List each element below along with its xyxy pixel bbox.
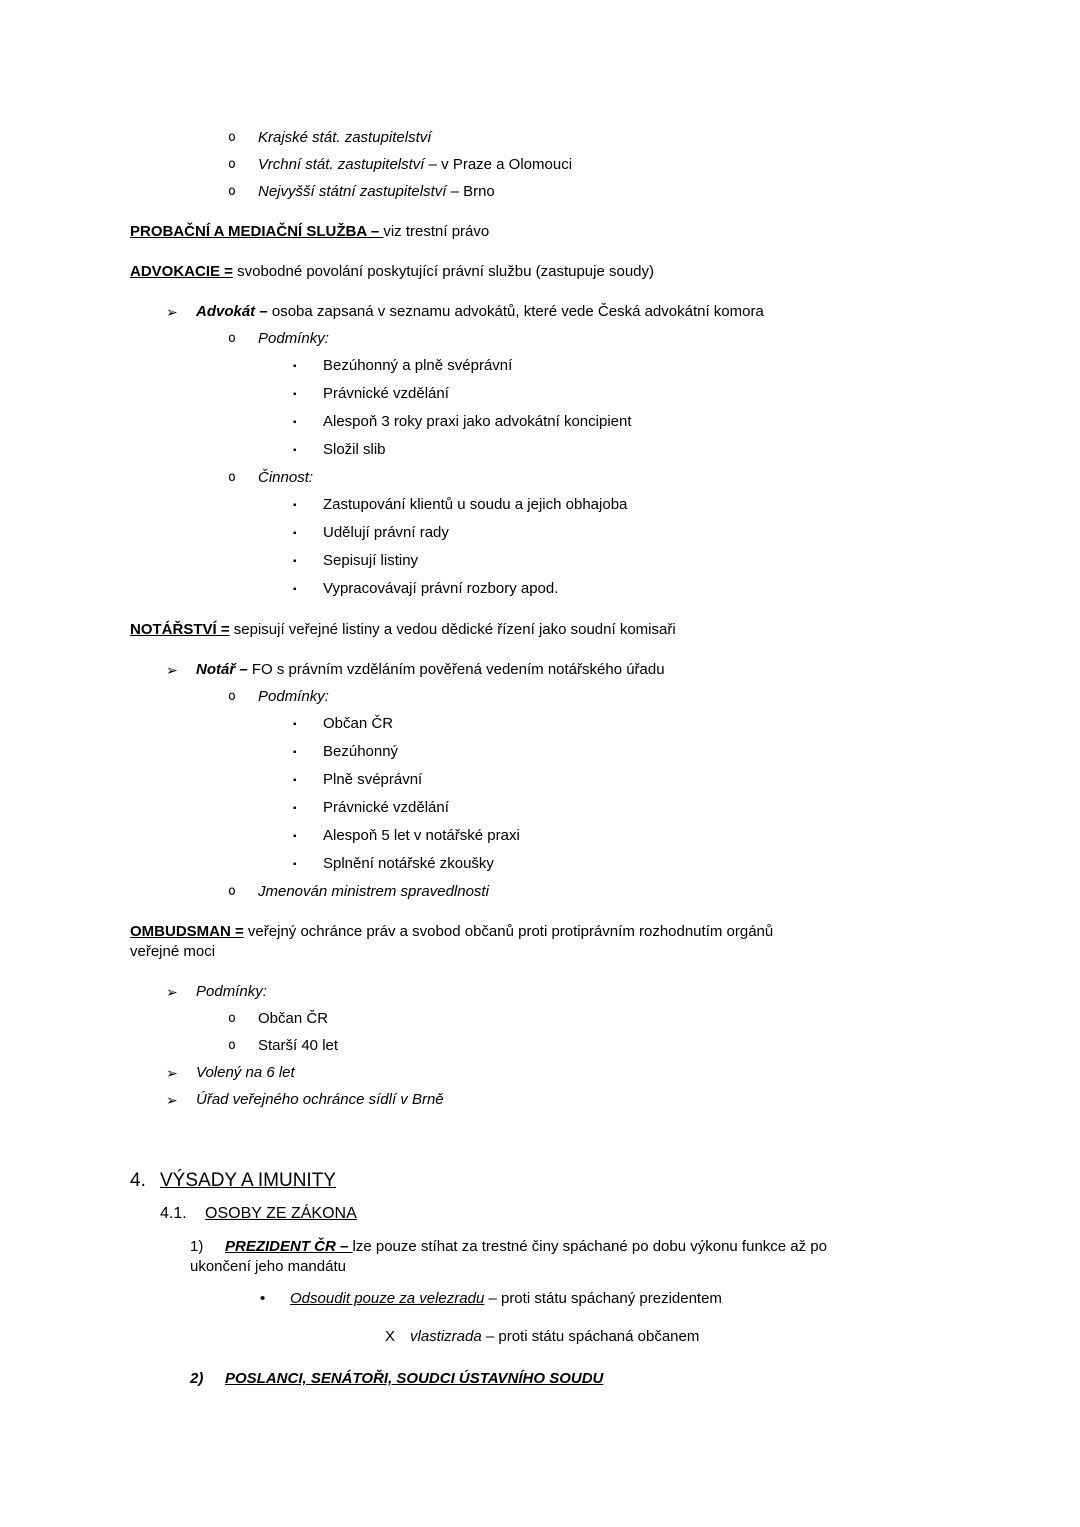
list-item <box>130 579 950 600</box>
list-marker: 2) <box>190 1370 204 1387</box>
text-run: veřejný ochránce práv a svobod občanů proti protiprávním rozhodnutím orgánů <box>243 923 774 940</box>
text-run: sepisují veřejné listiny a vedou dědické řízení jako soudní komisaři <box>229 621 676 638</box>
text-run: ADVOKACIE = <box>130 263 233 280</box>
text-run: Splnění notářské zkoušky <box>323 855 494 872</box>
text-content <box>258 128 950 148</box>
list-item-voleny <box>130 1063 950 1083</box>
list-item-urad <box>130 1090 950 1110</box>
list-marker: ▪ <box>293 831 297 842</box>
list-item <box>130 826 950 847</box>
heading-advokacie <box>130 262 950 282</box>
list-item <box>130 440 950 461</box>
text-content <box>323 579 950 599</box>
text-content <box>196 982 950 1002</box>
list-marker: ➢ <box>166 304 178 320</box>
text-run: Advokát – <box>196 303 272 320</box>
text-content <box>130 621 676 638</box>
text-run: Sepisují listiny <box>323 552 419 569</box>
text-content <box>196 1063 950 1083</box>
list-marker: ➢ <box>166 984 178 1000</box>
text-content <box>196 1090 950 1110</box>
text-content <box>323 714 950 734</box>
text-content <box>258 182 950 202</box>
list-item <box>130 551 950 572</box>
text-content <box>323 384 950 404</box>
text-content <box>160 1170 336 1191</box>
list-item-podminky-notar <box>130 687 950 707</box>
text-content <box>130 263 654 280</box>
text-content <box>130 223 489 240</box>
text-run: lze pouze stíhat za trestné činy spáchané po dobu výkonu funkce až po <box>352 1238 827 1255</box>
text-run: – Brno <box>450 183 495 200</box>
list-item <box>130 798 950 819</box>
text-run: PREZIDENT ČR – <box>225 1238 353 1255</box>
text-content <box>323 551 950 571</box>
text-content <box>205 1205 357 1222</box>
list-marker: ➢ <box>166 1065 178 1081</box>
section-heading-vysady-a-imunity <box>130 1168 950 1193</box>
text-content <box>196 302 950 322</box>
text-run: Udělují právní rady <box>323 524 449 541</box>
text-run: NOTÁŘSTVÍ = <box>130 621 230 638</box>
list-marker: o <box>228 331 236 346</box>
text-content <box>258 882 950 902</box>
text-run: – v Praze a Olomouci <box>428 156 573 173</box>
list-item <box>130 1009 950 1029</box>
text-run: POSLANCI, SENÁTOŘI, SOUDCI ÚSTAVNÍHO SOUDU <box>225 1370 604 1387</box>
list-marker: o <box>228 689 236 704</box>
text-run: FO s právním vzděláním pověřená vedením notářského úřadu <box>251 661 665 678</box>
contrast-item-vlastizrada <box>130 1327 950 1347</box>
document-body <box>130 128 950 1389</box>
list-marker: ▪ <box>293 719 297 730</box>
text-run: Občan ČR <box>323 715 394 732</box>
text-content <box>196 660 950 680</box>
text-run: PROBAČNÍ A MEDIAČNÍ SLUŽBA – <box>130 223 384 240</box>
text-run: svobodné povolání poskytující právní službu (zastupuje soudy) <box>232 263 655 280</box>
numbered-item-prezident-cr <box>130 1237 950 1277</box>
text-run: OMBUDSMAN = <box>130 923 244 940</box>
list-item <box>130 495 950 516</box>
list-item <box>130 770 950 791</box>
text-content <box>410 1327 950 1347</box>
list-item-odsoudit <box>130 1289 950 1309</box>
heading-ombudsman <box>130 922 950 962</box>
heading-notarstvi <box>130 620 950 640</box>
text-run: Právnické vzdělání <box>323 799 449 816</box>
list-item-cinnost <box>130 468 950 488</box>
text-run: Podmínky: <box>258 688 329 705</box>
text-content <box>258 155 950 175</box>
text-run: Bezúhonný <box>323 743 399 760</box>
list-marker: o <box>228 157 236 172</box>
text-content <box>323 770 950 790</box>
text-run: Úřad veřejného ochránce sídlí v Brně <box>196 1091 444 1108</box>
text-run: Alespoň 3 roky praxi jako advokátní koncipient <box>323 413 632 430</box>
list-item-podminky-advokat <box>130 329 950 349</box>
list-marker: • <box>260 1290 266 1307</box>
text-run: OSOBY ZE ZÁKONA <box>205 1205 357 1222</box>
list-item-notar <box>130 660 950 680</box>
list-item <box>130 384 950 405</box>
list-marker: ➢ <box>166 1092 178 1108</box>
text-run: Zastupování klientů u soudu a jejich obhajoba <box>323 496 628 513</box>
text-content <box>190 1238 827 1275</box>
text-run: Plně svéprávní <box>323 771 423 788</box>
list-marker: ▪ <box>293 803 297 814</box>
text-content <box>323 854 950 874</box>
list-item <box>130 1036 950 1056</box>
list-item-nejvyssi-zastupitelstvi <box>130 182 950 202</box>
text-run: Vrchní stát. zastupitelství <box>258 156 429 173</box>
text-content <box>290 1289 950 1309</box>
list-marker: ▪ <box>293 775 297 786</box>
list-marker: o <box>228 130 236 145</box>
text-run: Nejvyšší státní zastupitelství <box>258 183 451 200</box>
list-marker: ➢ <box>166 662 178 678</box>
text-run: Občan ČR <box>258 1010 329 1027</box>
text-run: veřejné moci <box>130 943 216 960</box>
text-content <box>323 523 950 543</box>
text-run: Podmínky: <box>258 330 329 347</box>
text-run: Jmenován ministrem spravedlnosti <box>258 883 489 900</box>
list-item <box>130 714 950 735</box>
text-run: Krajské stát. zastupitelství <box>258 129 432 146</box>
list-marker: ▪ <box>293 859 297 870</box>
text-run: VÝSADY A IMUNITY <box>160 1170 336 1191</box>
text-run: Notář – <box>196 661 252 678</box>
list-marker: 4. <box>130 1170 146 1191</box>
list-marker: X <box>385 1328 396 1345</box>
list-marker: o <box>228 470 236 485</box>
list-marker: 4.1. <box>160 1205 187 1222</box>
text-run: Právnické vzdělání <box>323 385 449 402</box>
list-marker: o <box>228 184 236 199</box>
list-item <box>130 356 950 377</box>
list-item <box>130 742 950 763</box>
text-content <box>323 440 950 460</box>
text-run: Alespoň 5 let v notářské praxi <box>323 827 520 844</box>
text-content <box>323 798 950 818</box>
list-marker: o <box>228 1038 236 1053</box>
numbered-item-poslanci-senatori-soudci <box>130 1369 950 1389</box>
list-item <box>130 523 950 544</box>
text-run: Vypracovávají právní rozbory apod. <box>323 580 559 597</box>
text-run: Bezúhonný a plně svéprávní <box>323 357 513 374</box>
text-content <box>323 495 950 515</box>
list-item <box>130 854 950 875</box>
list-marker: o <box>228 1011 236 1026</box>
text-run: osoba zapsaná v seznamu advokátů, které vede Česká advokátní komora <box>271 303 764 320</box>
text-run: Podmínky: <box>196 983 267 1000</box>
list-item-jmenovan <box>130 882 950 902</box>
list-marker: 1) <box>190 1238 204 1255</box>
list-marker: ▪ <box>293 500 297 511</box>
list-marker: ▪ <box>293 747 297 758</box>
list-marker: ▪ <box>293 556 297 567</box>
heading-probacni-a-mediacni-sluzba <box>130 222 950 242</box>
text-content <box>323 742 950 762</box>
list-marker: ▪ <box>293 389 297 400</box>
text-run: Starší 40 let <box>258 1037 339 1054</box>
list-item-podminky-ombudsman <box>130 982 950 1002</box>
text-run: Odsoudit pouze za velezradu <box>290 1290 485 1307</box>
text-content <box>258 329 950 349</box>
text-run: viz trestní právo <box>383 223 490 240</box>
list-marker: ▪ <box>293 417 297 428</box>
list-marker: ▪ <box>293 361 297 372</box>
text-content <box>258 1036 950 1056</box>
list-item-advokat <box>130 302 950 322</box>
text-run: Složil slib <box>323 441 386 458</box>
text-content <box>258 687 950 707</box>
text-content <box>323 356 950 376</box>
text-content <box>258 1009 950 1029</box>
list-marker: o <box>228 884 236 899</box>
text-run: Činnost: <box>258 469 314 486</box>
text-run: Volený na 6 let <box>196 1064 295 1081</box>
text-content <box>323 412 950 432</box>
list-marker: ▪ <box>293 528 297 539</box>
text-run: – proti státu spáchaná občanem <box>481 1328 700 1345</box>
text-run: ukončení jeho mandátu <box>190 1258 346 1275</box>
text-content <box>258 468 950 488</box>
text-content <box>130 923 773 960</box>
text-run: – proti státu spáchaný prezidentem <box>484 1290 722 1307</box>
list-marker: ▪ <box>293 584 297 595</box>
text-content <box>225 1370 603 1387</box>
text-run: vlastizrada <box>410 1328 482 1345</box>
list-item-krajske-zastupitelstvi <box>130 128 950 148</box>
list-marker: ▪ <box>293 445 297 456</box>
list-item-vrchni-zastupitelstvi <box>130 155 950 175</box>
list-item <box>130 412 950 433</box>
text-content <box>323 826 950 846</box>
subsection-heading-osoby-ze-zakona <box>130 1203 950 1225</box>
